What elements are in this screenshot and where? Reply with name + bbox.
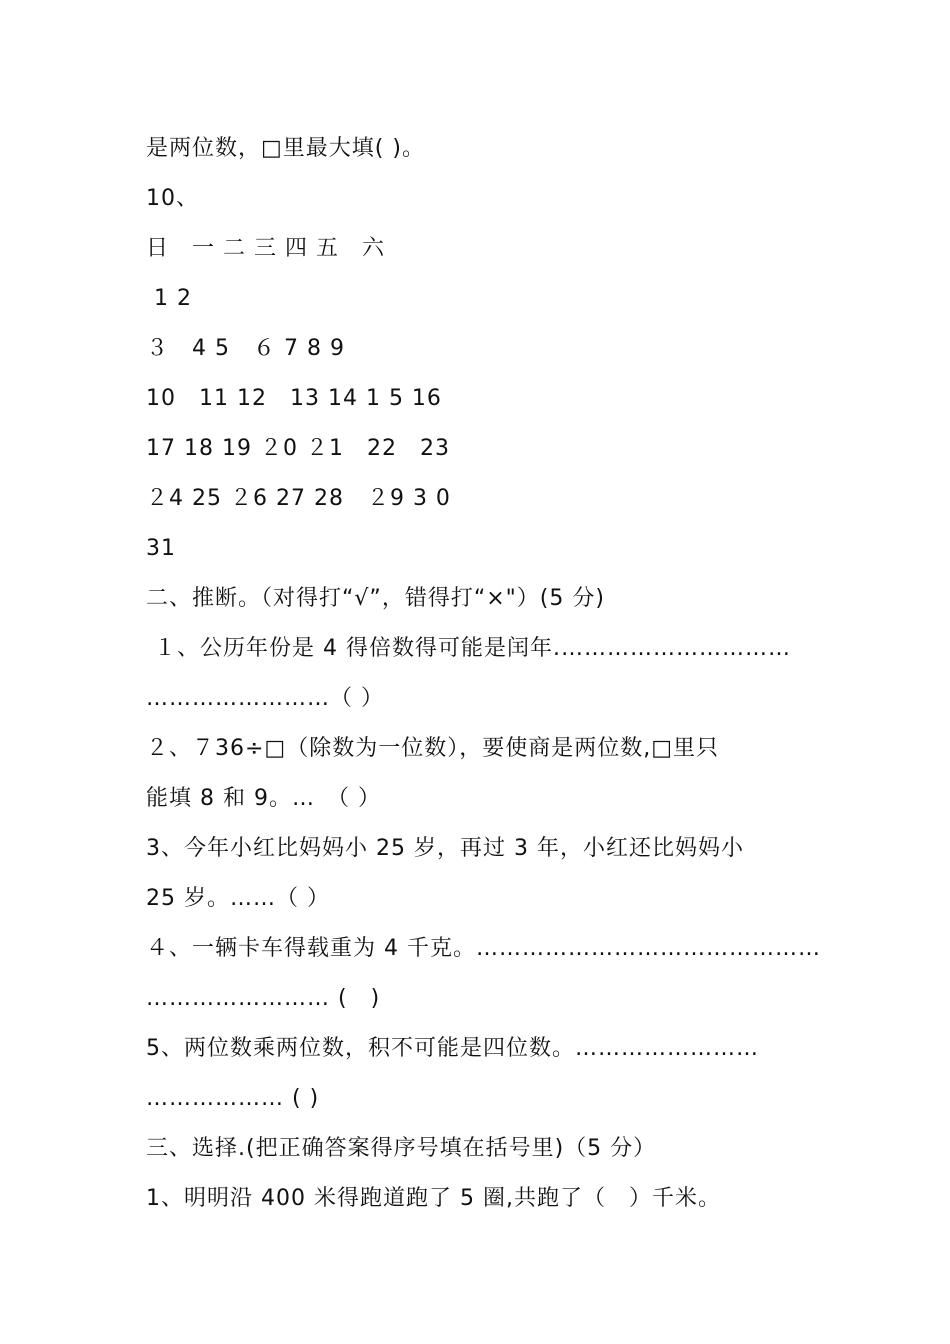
calendar-row: 17 18 19 ２0 ２1 22 23 xyxy=(146,436,450,461)
text-line: 25 岁。……（ ） xyxy=(146,886,330,911)
text-line: 3、今年小红比妈妈小 25 岁，再过 3 年，小红还比妈妈小 xyxy=(146,836,744,861)
section-heading: 二、推断。（对得打“√”，错得打“×"）(5 分) xyxy=(146,586,605,611)
calendar-row: 10 11 12 13 14 1 5 16 xyxy=(146,386,442,411)
section-heading: 三、选择.(把正确答案得序号填在括号里)（5 分） xyxy=(146,1136,657,1161)
question-number: 10、 xyxy=(146,186,199,211)
text-line: ４、一辆卡车得载重为 4 千克。……………………………………… xyxy=(146,936,821,961)
calendar-row: ３ 4 5 ６ 7 8 9 xyxy=(146,336,345,361)
text-line: １、公历年份是 4 得倍数得可能是闰年.………………………… xyxy=(146,636,791,661)
text-line: 能填 8 和 9。… （ ） xyxy=(146,786,381,811)
calendar-row: 31 xyxy=(146,536,176,561)
text-line: …………………… ( ) xyxy=(146,986,381,1011)
text-line: ……………… ( ) xyxy=(146,1086,320,1111)
text-line: ……………………（ ） xyxy=(146,686,384,711)
text-line: 5、两位数乘两位数，积不可能是四位数。…………………… xyxy=(146,1036,759,1061)
calendar-row: ２4 25 ２6 27 28 ２9 3 0 xyxy=(146,486,451,511)
text-line: 是两位数，□里最大填( )。 xyxy=(146,136,425,161)
calendar-weekday-header: 日 一 二 三 四 五 六 xyxy=(146,236,385,261)
calendar-row: 1 2 xyxy=(146,286,192,311)
text-line: 1、明明沿 400 米得跑道跑了 5 圈,共跑了（ ）千米。 xyxy=(146,1186,721,1211)
text-line: ２、７36÷□（除数为一位数），要使商是两位数,□里只 xyxy=(146,736,719,761)
